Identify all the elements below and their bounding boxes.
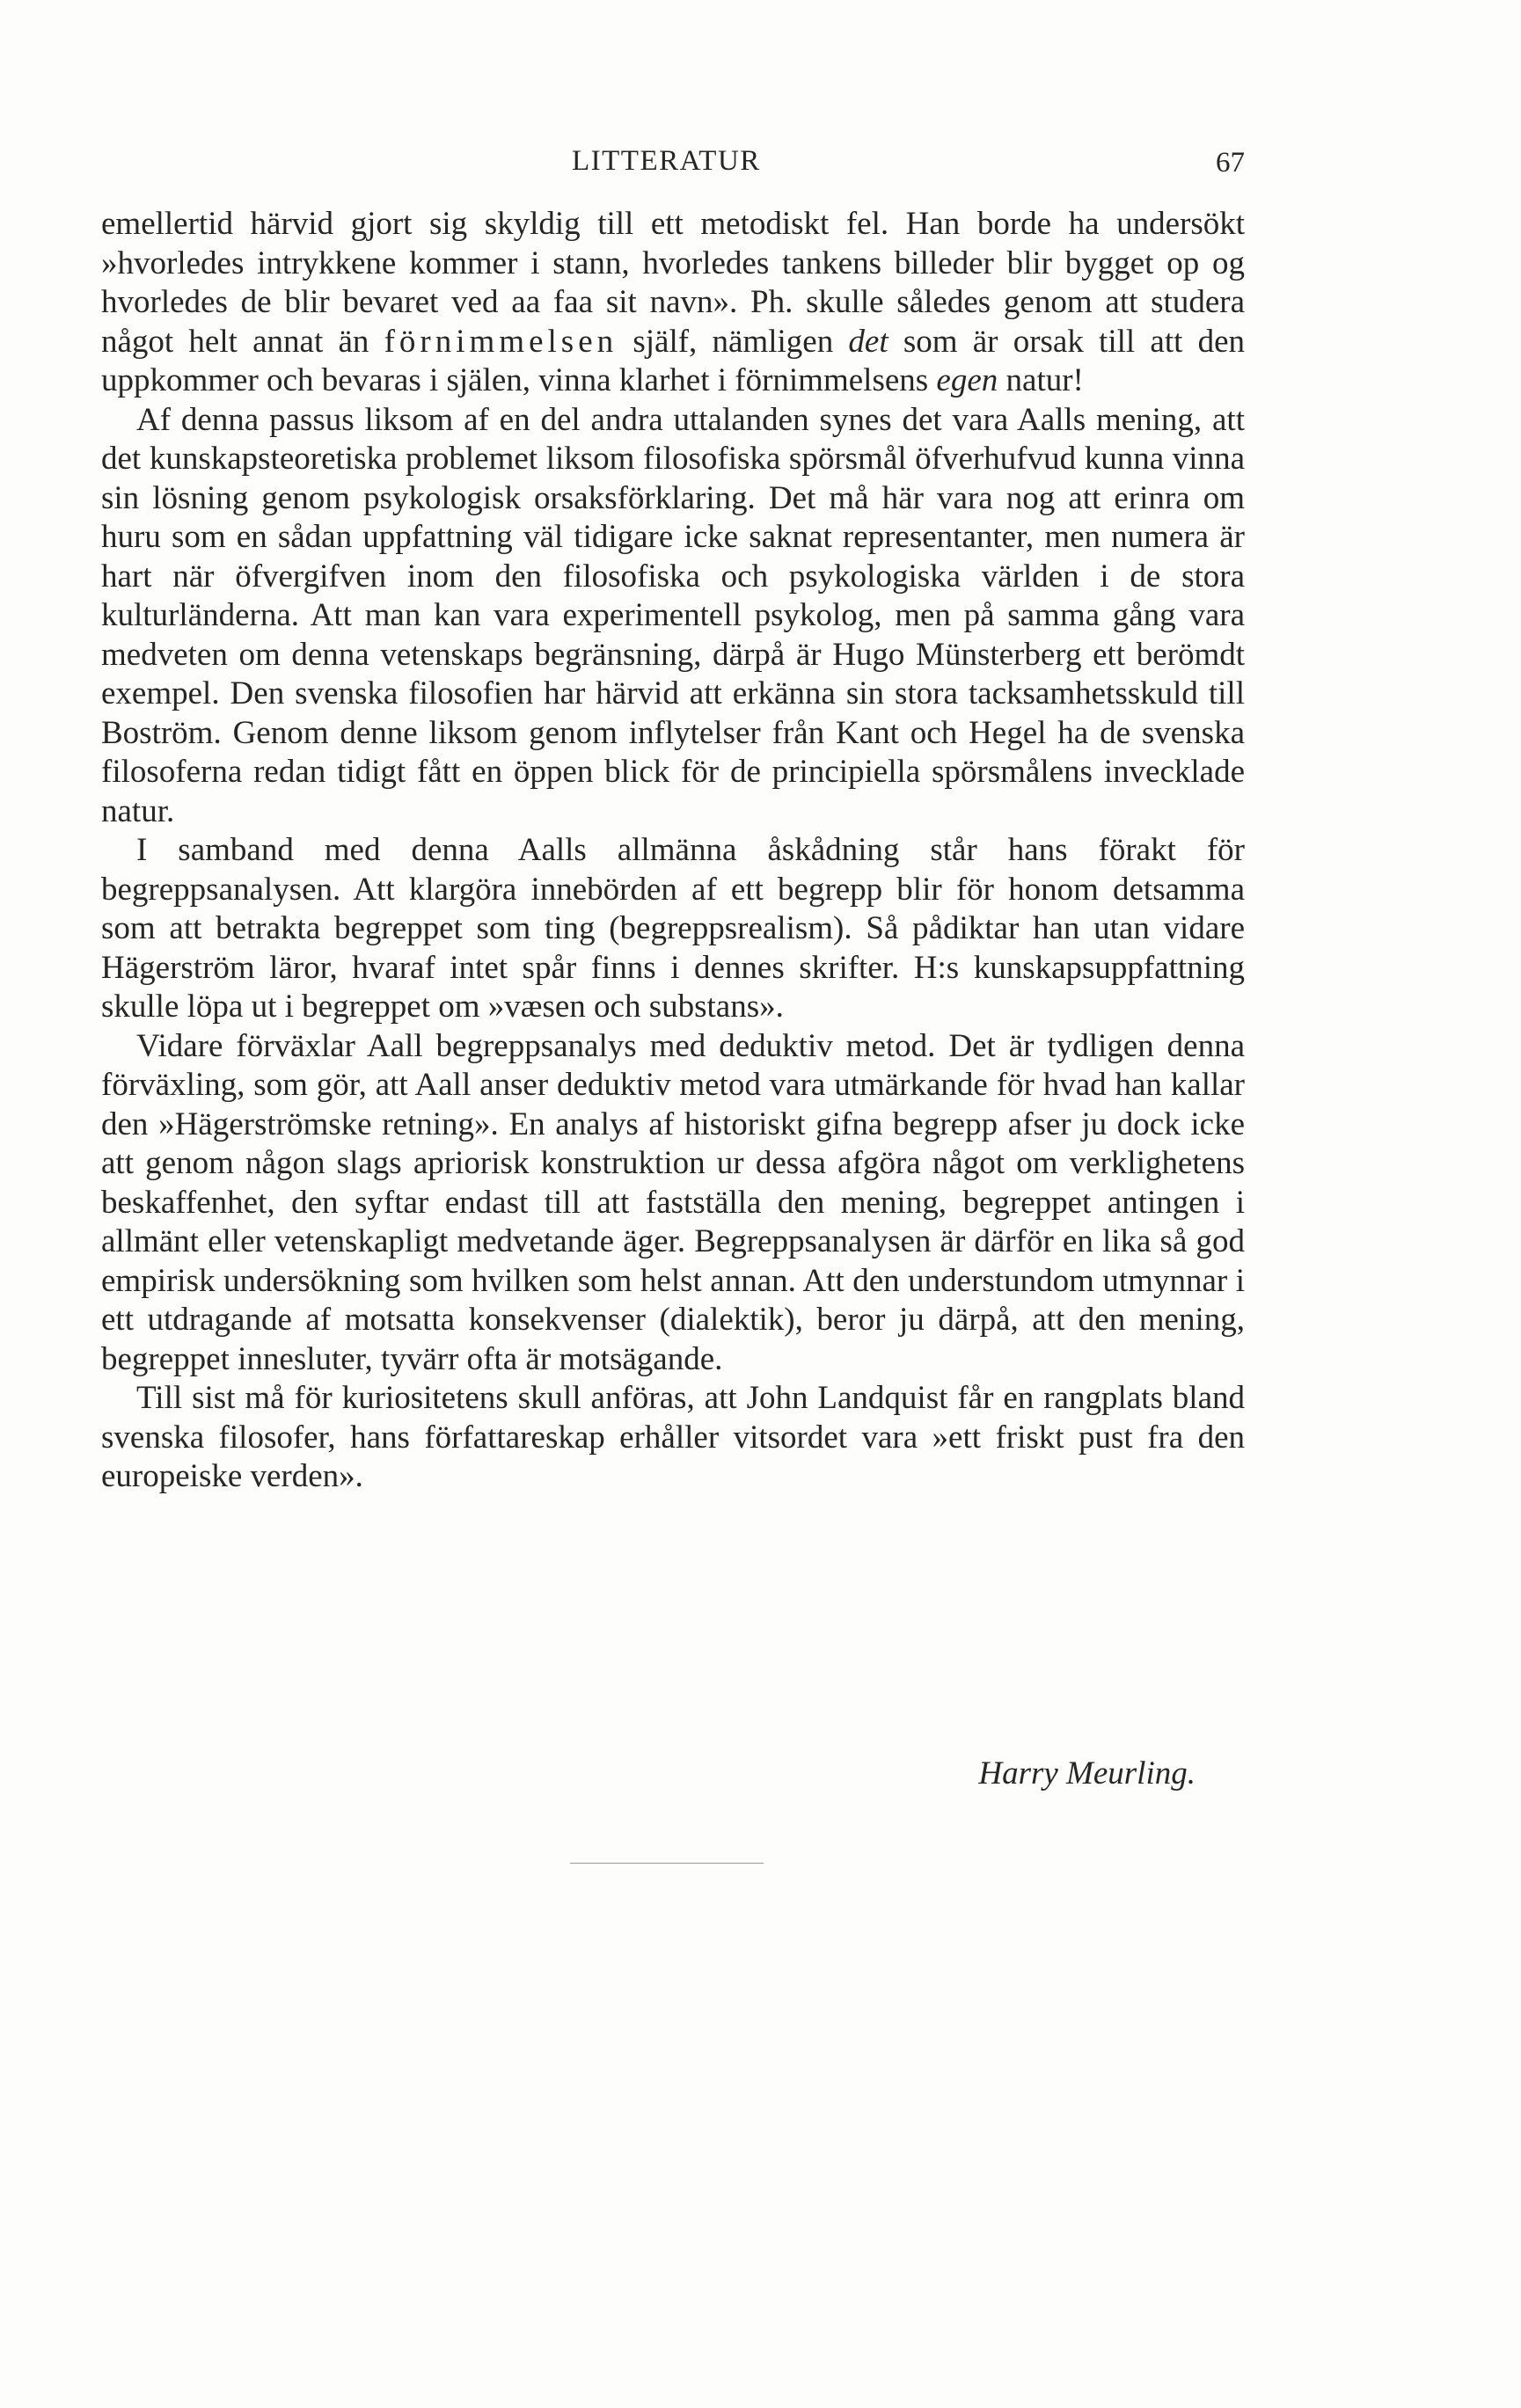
paragraph-1-text-a: emellertid härvid gjort sig skyldig till ett metodiskt fel. Han borde ha undersökt »hvorledes intrykkene kommer i stann, hvorledes tankens billeder blir bygget op og hvorledes de blir bevaret ved aa faa sit navn». Ph. skulle således genom att studera något helt annat än [101, 206, 1245, 360]
paragraph-3: I samband med denna Aalls allmänna åskådning står hans förakt för begreppsanalysen. Att klargöra innebörden af ett begrepp blir för honom detsamma som att betrakta begreppet som ting (begreppsrealism). Så pådiktar han utan vidare Hägerström läror, hvaraf intet spår finns i dennes skrifter. H:s kunskapsuppfattning skulle löpa ut i begreppet om »væsen och substans». [101, 832, 1245, 1025]
italic-word-det: det [848, 323, 888, 360]
paragraph-5: Till sist må för kuriositetens skull anföras, att John Landquist får en rangplats bland svenska filosofer, hans författareskap erhåller vitsordet vara »ett friskt pust fra den europeiske verden». [101, 1380, 1245, 1494]
italic-word-egen: egen [936, 362, 998, 398]
running-title: LITTERATUR [572, 145, 761, 177]
spaced-word-fornimmelsen: förnimmelsen [384, 323, 618, 360]
paragraph-1 [101, 205, 1245, 401]
page-number: 67 [1216, 147, 1245, 179]
page-header [101, 145, 1245, 185]
author-signature: Harry Meurling. [978, 1755, 1196, 1791]
paragraph-1-text-g: natur! [998, 362, 1084, 398]
paragraph-1-text-e: som är orsak till att den uppkommer och bevaras i själen, vinna klarhet i förnimmelsens [101, 323, 1246, 398]
section-divider [570, 1863, 764, 1864]
article-body [101, 205, 1245, 1497]
paragraph-1-text-c: själf, nämligen [618, 323, 849, 360]
paragraph-2: Af denna passus liksom af en del andra uttalanden synes det vara Aalls mening, att det kunskapsteoretiska problemet liksom filosofiska spörsmål öfverhufvud kunna vinna sin lösning genom psykologisk orsaksförklaring. Det må här vara nog att erinra om huru som en sådan uppfattning väl tidigare icke saknat representanter, men numera är hart när öfvergifven inom den filosofiska och psykologiska världen i de stora kulturländerna. Att man kan vara experimentell psykolog, men på samma gång vara medveten om denna vetenskaps begränsning, därpå är Hugo Münsterberg ett berömdt exempel. Den svenska filosofien har härvid att erkänna sin stora tacksamhetsskuld till Boström. Genom denne liksom genom inflytelser från Kant och Hegel ha de svenska filosoferna redan tidigt fått en öppen blick för de principiella spörsmålens invecklade natur. [101, 401, 1245, 829]
paragraph-4: Vidare förväxlar Aall begreppsanalys med deduktiv metod. Det är tydligen denna förväxling, som gör, att Aall anser deduktiv metod vara utmärkande för hvad han kallar den »Hägerströmske retning». En analys af historiskt gifna begrepp afser ju dock icke att genom någon slags apriorisk konstruktion ur dessa afgöra något om verklighetens beskaffenhet, den syftar endast till att fastställa den mening, begreppet antingen i allmänt eller vetenskapligt medvetande äger. Begreppsanalysen är därför en lika så god empirisk undersökning som hvilken som helst annan. Att den understundom utmynnar i ett utdragande af motsatta konsekvenser (dialektik), beror ju därpå, att den mening, begreppet innesluter, tyvärr ofta är motsägande. [101, 1027, 1245, 1377]
